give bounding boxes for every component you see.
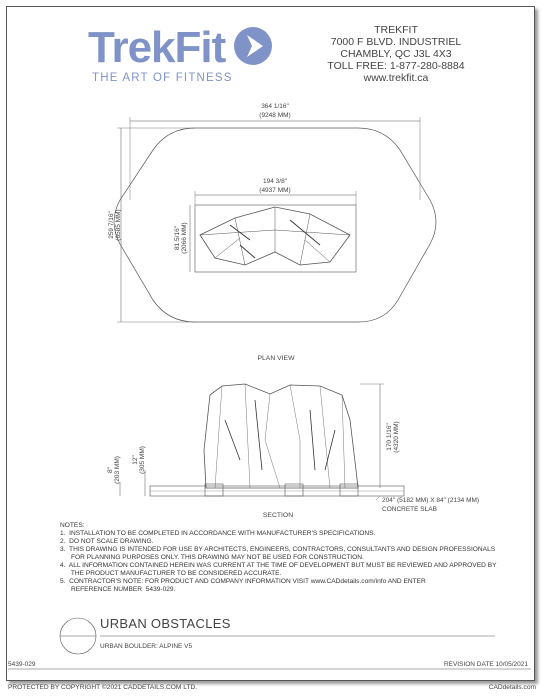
section-view-label: SECTION [262, 512, 294, 519]
plan-overall-depth: 259 7/16" [108, 211, 115, 239]
slab-label: CONCRETE SLAB [382, 506, 437, 513]
reference-number: 5439-029 [8, 661, 36, 668]
notes-list [60, 530, 500, 594]
notes-heading: NOTES: [60, 522, 85, 529]
copyright-notice: PROTECTED BY COPYRIGHT ©2021 CADDETAILS.COM LTD. [8, 684, 198, 691]
company-website: www.trekfit.ca [363, 72, 429, 84]
note-item: 2. DO NOT SCALE DRAWING. [60, 538, 154, 545]
plan-boulder-footprint [195, 205, 356, 272]
plan-inner-width-mm: (4937 MM) [259, 187, 291, 194]
plan-inner-depth: 81 5/16" [174, 226, 181, 250]
section-boulder-profile [204, 384, 358, 488]
general-notes [60, 522, 500, 594]
site-credit: CADdetails.com [488, 684, 536, 691]
company-address-2: CHAMBLY, QC J3L 4X3 [340, 48, 452, 60]
note-item: THE PRODUCT MANUFACTURER TO BE CONSIDERED ACCURATE. [60, 570, 282, 577]
company-name: TREKFIT [374, 24, 418, 36]
plan-overall-width-mm: (9248 MM) [259, 112, 291, 119]
section-dim-8-mm: (203 MM) [114, 456, 121, 484]
note-item: 5. CONTRACTOR'S NOTE: FOR PRODUCT AND COMPANY INFORMATION VISIT www.CADdetails.com/info AND ENTER [60, 578, 426, 585]
section-height-mm: (4320 MM) [393, 421, 400, 453]
note-item: FOR PLANNING PURPOSES ONLY. THIS DRAWING MAY NOT BE USED FOR CONSTRUCTION. [60, 554, 364, 561]
drawing-title: URBAN OBSTACLES [100, 616, 231, 631]
plan-view-label: PLAN VIEW [257, 355, 295, 362]
plan-overall-width: 364 1/16" [261, 103, 289, 110]
section-dim-12-mm: (305 MM) [139, 446, 146, 474]
logo-brand: TrekFit [88, 23, 226, 72]
note-item: 4. ALL INFORMATION CONTAINED HEREIN WAS CURRENT AT THE TIME OF DEVELOPMENT BUT MUST BE REVIEWED AND APPROVED BY [60, 562, 497, 569]
plan-inner-depth-mm: (2066 MM) [181, 222, 188, 254]
section-dim-12: 12" [132, 455, 139, 465]
section-dim-8: 8" [107, 467, 114, 473]
company-address-1: 7000 F BLVD. INDUSTRIEL [330, 36, 462, 48]
drawing-subtitle: URBAN BOULDER: ALPINE V5 [100, 643, 193, 650]
slab-size: 204" (5182 MM) X 84" (2134 MM) [382, 497, 480, 504]
note-item: 1. INSTALLATION TO BE COMPLETED IN ACCORDANCE WITH MANUFACTURER'S SPECIFICATIONS. [60, 530, 376, 537]
revision-date: REVISION DATE 10/05/2021 [443, 661, 528, 668]
plan-inner-width: 194 3/8" [263, 178, 287, 185]
note-item: REFERENCE NUMBER 5439-029. [60, 586, 176, 593]
plan-overall-depth-mm: (6585 MM) [115, 209, 122, 241]
company-phone: TOLL FREE: 1-877-280-8884 [327, 60, 465, 72]
note-item: 3. THIS DRAWING IS INTENDED FOR USE BY ARCHITECTS, ENGINEERS, CONTRACTORS, CONSULTANTS AND DESIGN PROFESSIONALS [60, 546, 496, 553]
section-height: 170 1/16" [386, 423, 393, 451]
logo-tagline: THE ART OF FITNESS [92, 72, 233, 84]
